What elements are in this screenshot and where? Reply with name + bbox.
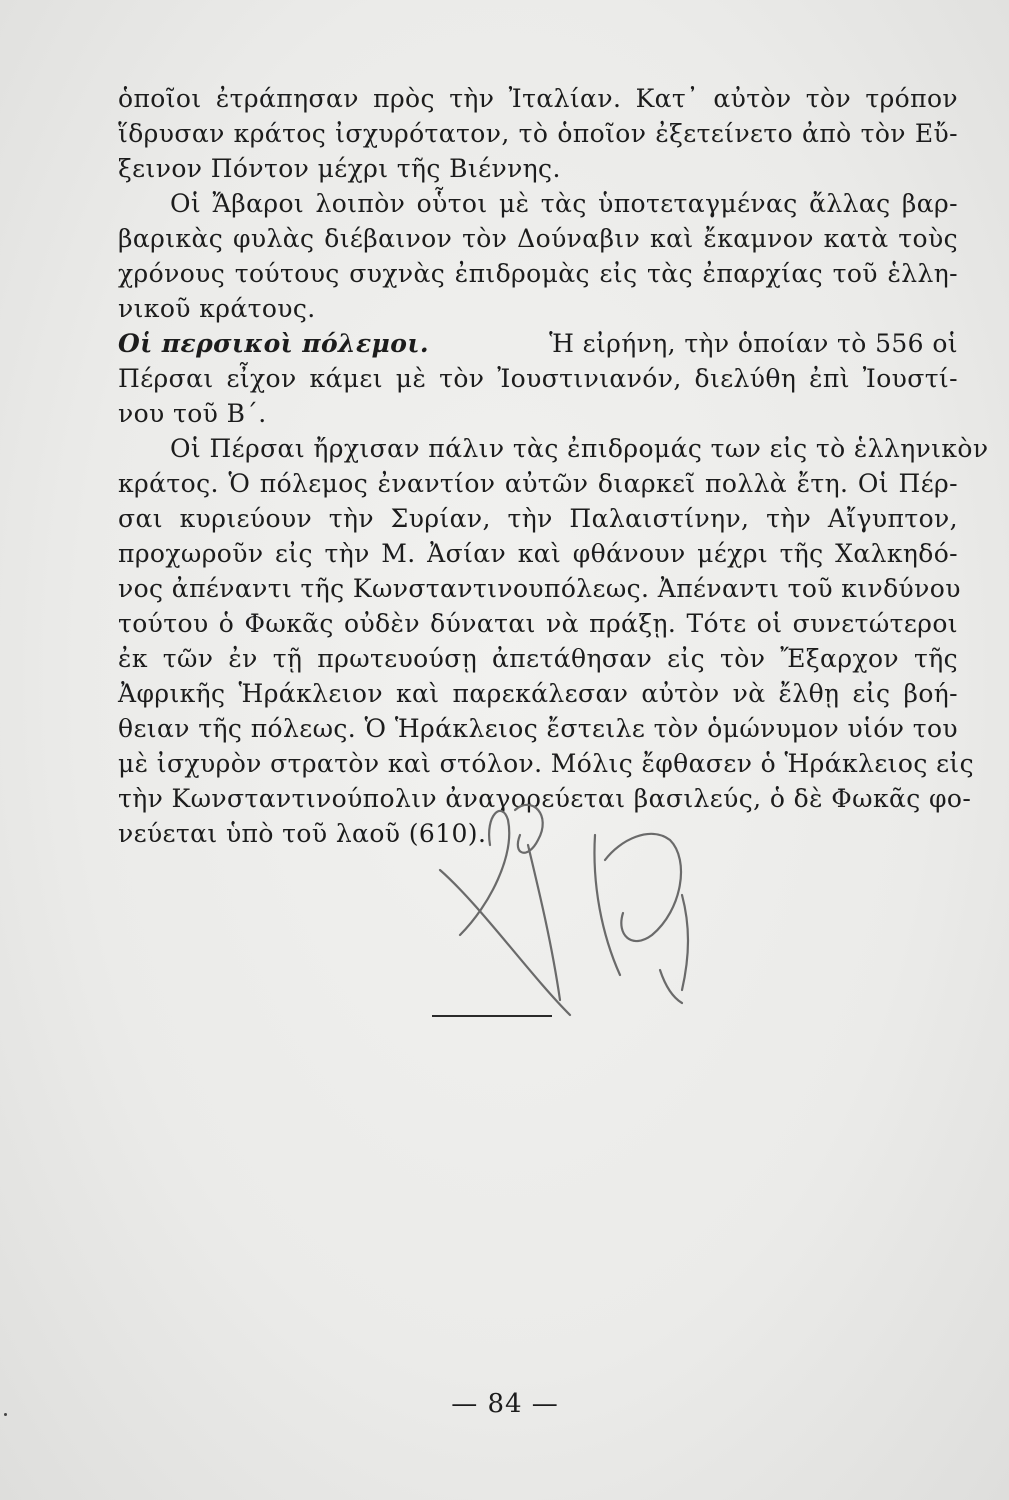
text-line: μὲ ἰσχυρὸν στρατὸν καὶ στόλον. Μόλις ἔφθασεν ὁ Ἡράκλειος εἰς (118, 749, 975, 778)
text-line: τούτου ὁ Φωκᾶς οὐδὲν δύναται νὰ πράξῃ. Τότε οἱ συνετώτεροι (118, 609, 958, 638)
text-line: βαρικὰς φυλὰς διέβαινον τὸν Δούναβιν καὶ ἔκαμνον κατὰ τοὺς (118, 224, 958, 253)
text-line: νος ἀπέναντι τῆς Κωνσταντινουπόλεως. Ἀπέναντι τοῦ κινδύνου (118, 574, 961, 603)
text-line: Οἱ Ἄβαροι λοιπὸν οὗτοι μὲ τὰς ὑποτεταγμένας ἄλλας βαρ- (170, 189, 958, 218)
text-line: νικοῦ κράτους. (118, 294, 316, 323)
section-heading: Οἱ περσικοὶ πόλεμοι. (118, 329, 429, 358)
scan-speck (4, 1413, 7, 1416)
text-line: κράτος. Ὁ πόλεμος ἐναντίον αὐτῶν διαρκεῖ πολλὰ ἔτη. Οἱ Πέρ- (118, 469, 958, 498)
page-number: — 84 — (451, 1389, 559, 1419)
text-line: Οἱ Πέρσαι ἤρχισαν πάλιν τὰς ἐπιδρομάς των εἰς τὸ ἑλληνικὸν (170, 434, 989, 463)
text-line: ὁποῖοι ἐτράπησαν πρὸς τὴν Ἰταλίαν. Κατ᾿ αὐτὸν τὸν τρόπον (118, 84, 958, 113)
text-line: ξεινον Πόντον μέχρι τῆς Βιέννης. (118, 154, 561, 183)
text-line: χρόνους τούτους συχνὰς ἐπιδρομὰς εἰς τὰς ἐπαρχίας τοῦ ἑλλη- (118, 259, 958, 288)
text-line: σαι κυριεύουν τὴν Συρίαν, τὴν Παλαιστίνην, τὴν Αἴγυπτον, (118, 504, 958, 533)
text-line: προχωροῦν εἰς τὴν Μ. Ἀσίαν καὶ φθάνουν μέχρι τῆς Χαλκηδό- (118, 539, 958, 568)
horizontal-rule (432, 1015, 552, 1017)
text-line: Ἡ εἰρήνη, τὴν ὁποίαν τὸ 556 οἱ (549, 329, 958, 358)
text-line: Ἀφρικῆς Ἡράκλειον καὶ παρεκάλεσαν αὐτὸν νὰ ἔλθῃ εἰς βοή- (118, 679, 958, 708)
text-line: τὴν Κωνσταντινούπολιν ἀναγορεύεται βασιλεύς, ὁ δὲ Φωκᾶς φο- (118, 784, 972, 813)
text-line: Πέρσαι εἶχον κάμει μὲ τὸν Ἰουστινιανόν, διελύθη ἐπὶ Ἰουστί- (118, 364, 958, 393)
section-heading-line (118, 327, 958, 361)
text-line: νου τοῦ Β΄. (118, 399, 267, 428)
text-line: θειαν τῆς πόλεως. Ὁ Ἡράκλειος ἔστειλε τὸν ὁμώνυμον υἱόν του (118, 714, 958, 743)
text-line: νεύεται ὑπὸ τοῦ λαοῦ (610). (118, 819, 487, 848)
text-line: ἐκ τῶν ἐν τῇ πρωτευούσῃ ἀπετάθησαν εἰς τὸν Ἔξαρχον τῆς (118, 644, 958, 673)
pencil-signature (420, 785, 740, 1025)
text-line: ἵδρυσαν κράτος ἰσχυρότατον, τὸ ὁποῖον ἐξετείνετο ἀπὸ τὸν Εὔ- (118, 119, 958, 148)
